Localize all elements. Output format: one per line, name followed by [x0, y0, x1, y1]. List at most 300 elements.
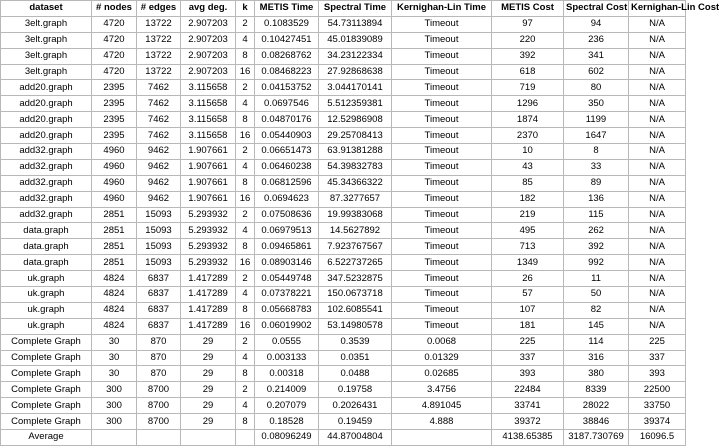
table-cell[interactable]: 8: [236, 175, 255, 191]
table-cell[interactable]: 0.08468223: [255, 64, 319, 80]
table-cell[interactable]: 22484: [492, 382, 564, 398]
dataset-cell[interactable]: 3elt.graph: [1, 64, 92, 80]
table-cell[interactable]: 4: [236, 96, 255, 112]
table-cell[interactable]: 2395: [92, 128, 137, 144]
table-cell[interactable]: 0.06019902: [255, 318, 319, 334]
average-cell[interactable]: 0.08096249: [255, 430, 319, 446]
table-cell[interactable]: 8: [236, 366, 255, 382]
table-cell[interactable]: 992: [564, 255, 629, 271]
table-cell[interactable]: 392: [564, 239, 629, 255]
dataset-cell[interactable]: 3elt.graph: [1, 48, 92, 64]
table-cell[interactable]: 8: [564, 144, 629, 160]
table-cell[interactable]: 300: [92, 414, 137, 430]
table-cell[interactable]: 4960: [92, 144, 137, 160]
average-cell[interactable]: [236, 430, 255, 446]
column-header[interactable]: k: [236, 1, 255, 17]
table-cell[interactable]: 1874: [492, 112, 564, 128]
table-cell[interactable]: 14.5627892: [319, 223, 392, 239]
table-cell[interactable]: 5.512359381: [319, 96, 392, 112]
dataset-cell[interactable]: data.graph: [1, 255, 92, 271]
table-cell[interactable]: 9462: [137, 175, 181, 191]
table-cell[interactable]: 0.07378221: [255, 287, 319, 303]
table-cell[interactable]: 1.907661: [181, 191, 236, 207]
dataset-cell[interactable]: data.graph: [1, 239, 92, 255]
table-cell[interactable]: 0.10427451: [255, 32, 319, 48]
average-label[interactable]: Average: [1, 430, 92, 446]
dataset-cell[interactable]: data.graph: [1, 223, 92, 239]
table-cell[interactable]: Timeout: [392, 48, 492, 64]
table-cell[interactable]: 29.25708413: [319, 128, 392, 144]
column-header[interactable]: avg deg.: [181, 1, 236, 17]
table-cell[interactable]: Timeout: [392, 16, 492, 32]
table-cell[interactable]: 97: [492, 16, 564, 32]
table-cell[interactable]: 3.4756: [392, 382, 492, 398]
table-cell[interactable]: 4: [236, 159, 255, 175]
table-cell[interactable]: N/A: [629, 191, 686, 207]
table-cell[interactable]: 2: [236, 271, 255, 287]
table-cell[interactable]: 22500: [629, 382, 686, 398]
table-cell[interactable]: 45.01839089: [319, 32, 392, 48]
table-cell[interactable]: 4960: [92, 191, 137, 207]
dataset-cell[interactable]: Complete Graph: [1, 366, 92, 382]
table-cell[interactable]: 337: [629, 350, 686, 366]
column-header[interactable]: METIS Time: [255, 1, 319, 17]
table-cell[interactable]: 0.214009: [255, 382, 319, 398]
column-header[interactable]: # nodes: [92, 1, 137, 17]
table-cell[interactable]: 3.044170141: [319, 80, 392, 96]
table-cell[interactable]: 0.02685: [392, 366, 492, 382]
table-cell[interactable]: 85: [492, 175, 564, 191]
table-cell[interactable]: 0.00318: [255, 366, 319, 382]
table-cell[interactable]: 53.14980578: [319, 318, 392, 334]
table-cell[interactable]: N/A: [629, 223, 686, 239]
table-cell[interactable]: N/A: [629, 207, 686, 223]
table-cell[interactable]: 4720: [92, 16, 137, 32]
table-cell[interactable]: 0.06651473: [255, 144, 319, 160]
table-cell[interactable]: 0.06979513: [255, 223, 319, 239]
column-header[interactable]: Kernighan-Lin Time: [392, 1, 492, 17]
dataset-cell[interactable]: add20.graph: [1, 80, 92, 96]
table-cell[interactable]: 8: [236, 48, 255, 64]
table-cell[interactable]: 5.293932: [181, 223, 236, 239]
table-cell[interactable]: 54.73113894: [319, 16, 392, 32]
table-cell[interactable]: 2: [236, 144, 255, 160]
table-cell[interactable]: 29: [181, 414, 236, 430]
table-cell[interactable]: 30: [92, 334, 137, 350]
table-cell[interactable]: 0.05449748: [255, 271, 319, 287]
table-cell[interactable]: Timeout: [392, 144, 492, 160]
table-cell[interactable]: 7.923767567: [319, 239, 392, 255]
table-cell[interactable]: 0.09465861: [255, 239, 319, 255]
table-cell[interactable]: 219: [492, 207, 564, 223]
table-cell[interactable]: 8700: [137, 414, 181, 430]
table-cell[interactable]: 63.91381288: [319, 144, 392, 160]
table-cell[interactable]: N/A: [629, 271, 686, 287]
table-cell[interactable]: 8: [236, 414, 255, 430]
table-cell[interactable]: 39374: [629, 414, 686, 430]
table-cell[interactable]: 29: [181, 334, 236, 350]
dataset-cell[interactable]: add20.graph: [1, 112, 92, 128]
table-cell[interactable]: 341: [564, 48, 629, 64]
table-cell[interactable]: 2395: [92, 80, 137, 96]
table-cell[interactable]: 1199: [564, 112, 629, 128]
table-cell[interactable]: 4: [236, 223, 255, 239]
table-cell[interactable]: Timeout: [392, 271, 492, 287]
table-cell[interactable]: 4824: [92, 302, 137, 318]
table-cell[interactable]: 30: [92, 366, 137, 382]
table-cell[interactable]: 393: [492, 366, 564, 382]
table-cell[interactable]: 0.207079: [255, 398, 319, 414]
dataset-cell[interactable]: add32.graph: [1, 144, 92, 160]
table-cell[interactable]: 1.907661: [181, 175, 236, 191]
table-cell[interactable]: 4: [236, 398, 255, 414]
table-cell[interactable]: 6837: [137, 271, 181, 287]
table-cell[interactable]: 33741: [492, 398, 564, 414]
table-cell[interactable]: 2395: [92, 96, 137, 112]
table-cell[interactable]: 2.907203: [181, 16, 236, 32]
table-cell[interactable]: N/A: [629, 64, 686, 80]
table-cell[interactable]: 300: [92, 382, 137, 398]
table-cell[interactable]: 1349: [492, 255, 564, 271]
table-cell[interactable]: 7462: [137, 112, 181, 128]
table-cell[interactable]: N/A: [629, 128, 686, 144]
table-cell[interactable]: 2851: [92, 223, 137, 239]
table-cell[interactable]: Timeout: [392, 191, 492, 207]
table-cell[interactable]: 54.39832783: [319, 159, 392, 175]
average-cell[interactable]: [137, 430, 181, 446]
table-cell[interactable]: N/A: [629, 16, 686, 32]
table-cell[interactable]: 16: [236, 191, 255, 207]
table-cell[interactable]: 870: [137, 334, 181, 350]
table-cell[interactable]: 8: [236, 112, 255, 128]
table-cell[interactable]: 1.417289: [181, 318, 236, 334]
table-cell[interactable]: 713: [492, 239, 564, 255]
average-cell[interactable]: 4138.65385: [492, 430, 564, 446]
table-cell[interactable]: 1296: [492, 96, 564, 112]
table-cell[interactable]: 182: [492, 191, 564, 207]
table-cell[interactable]: 181: [492, 318, 564, 334]
table-cell[interactable]: 7462: [137, 128, 181, 144]
table-cell[interactable]: N/A: [629, 144, 686, 160]
table-cell[interactable]: 82: [564, 302, 629, 318]
table-cell[interactable]: 11: [564, 271, 629, 287]
table-cell[interactable]: 0.05440903: [255, 128, 319, 144]
average-cell[interactable]: [92, 430, 137, 446]
table-cell[interactable]: 13722: [137, 64, 181, 80]
table-cell[interactable]: 4720: [92, 32, 137, 48]
average-cell[interactable]: [181, 430, 236, 446]
table-cell[interactable]: 43: [492, 159, 564, 175]
table-cell[interactable]: Timeout: [392, 32, 492, 48]
table-cell[interactable]: 45.34366322: [319, 175, 392, 191]
table-cell[interactable]: 0.06812596: [255, 175, 319, 191]
table-cell[interactable]: 618: [492, 64, 564, 80]
table-cell[interactable]: 2851: [92, 207, 137, 223]
dataset-cell[interactable]: uk.graph: [1, 271, 92, 287]
average-cell[interactable]: [392, 430, 492, 446]
dataset-cell[interactable]: 3elt.graph: [1, 32, 92, 48]
column-header[interactable]: dataset: [1, 1, 92, 17]
dataset-cell[interactable]: add32.graph: [1, 159, 92, 175]
table-cell[interactable]: 2.907203: [181, 48, 236, 64]
dataset-cell[interactable]: add32.graph: [1, 191, 92, 207]
table-cell[interactable]: N/A: [629, 159, 686, 175]
table-cell[interactable]: 870: [137, 350, 181, 366]
table-cell[interactable]: N/A: [629, 80, 686, 96]
table-cell[interactable]: 2370: [492, 128, 564, 144]
table-cell[interactable]: 2: [236, 382, 255, 398]
table-cell[interactable]: 262: [564, 223, 629, 239]
table-cell[interactable]: 236: [564, 32, 629, 48]
table-cell[interactable]: 0.18528: [255, 414, 319, 430]
table-cell[interactable]: 4720: [92, 48, 137, 64]
table-cell[interactable]: Timeout: [392, 255, 492, 271]
table-cell[interactable]: 7462: [137, 80, 181, 96]
table-cell[interactable]: 145: [564, 318, 629, 334]
table-cell[interactable]: 495: [492, 223, 564, 239]
table-cell[interactable]: 10: [492, 144, 564, 160]
table-cell[interactable]: Timeout: [392, 302, 492, 318]
table-cell[interactable]: N/A: [629, 287, 686, 303]
table-cell[interactable]: 0.0068: [392, 334, 492, 350]
table-cell[interactable]: 0.2026431: [319, 398, 392, 414]
dataset-cell[interactable]: add20.graph: [1, 96, 92, 112]
table-cell[interactable]: 29: [181, 350, 236, 366]
table-cell[interactable]: 26: [492, 271, 564, 287]
table-cell[interactable]: N/A: [629, 96, 686, 112]
table-cell[interactable]: 225: [492, 334, 564, 350]
table-cell[interactable]: 337: [492, 350, 564, 366]
table-cell[interactable]: 7462: [137, 96, 181, 112]
table-cell[interactable]: 38846: [564, 414, 629, 430]
table-cell[interactable]: 13722: [137, 48, 181, 64]
table-cell[interactable]: 6837: [137, 318, 181, 334]
average-cell[interactable]: 3187.730769: [564, 430, 629, 446]
table-cell[interactable]: 0.0697546: [255, 96, 319, 112]
table-cell[interactable]: 350: [564, 96, 629, 112]
table-cell[interactable]: 0.0488: [319, 366, 392, 382]
table-cell[interactable]: 2: [236, 207, 255, 223]
table-cell[interactable]: 89: [564, 175, 629, 191]
table-cell[interactable]: 4: [236, 350, 255, 366]
dataset-cell[interactable]: Complete Graph: [1, 350, 92, 366]
column-header[interactable]: METIS Cost: [492, 1, 564, 17]
table-cell[interactable]: 1647: [564, 128, 629, 144]
table-cell[interactable]: 4824: [92, 271, 137, 287]
table-cell[interactable]: 2: [236, 80, 255, 96]
table-cell[interactable]: 4960: [92, 159, 137, 175]
table-cell[interactable]: 719: [492, 80, 564, 96]
dataset-cell[interactable]: add32.graph: [1, 175, 92, 191]
table-cell[interactable]: 3.115658: [181, 128, 236, 144]
table-cell[interactable]: 225: [629, 334, 686, 350]
table-cell[interactable]: 15093: [137, 255, 181, 271]
table-cell[interactable]: 33750: [629, 398, 686, 414]
table-cell[interactable]: 0.01329: [392, 350, 492, 366]
table-cell[interactable]: 136: [564, 191, 629, 207]
table-cell[interactable]: 16: [236, 255, 255, 271]
table-cell[interactable]: 4.891045: [392, 398, 492, 414]
table-cell[interactable]: 1.417289: [181, 302, 236, 318]
column-header[interactable]: # edges: [137, 1, 181, 17]
table-cell[interactable]: 0.19758: [319, 382, 392, 398]
table-cell[interactable]: 4720: [92, 64, 137, 80]
table-cell[interactable]: 16: [236, 128, 255, 144]
table-cell[interactable]: 30: [92, 350, 137, 366]
table-cell[interactable]: 602: [564, 64, 629, 80]
table-cell[interactable]: 4: [236, 287, 255, 303]
table-cell[interactable]: 4: [236, 32, 255, 48]
table-cell[interactable]: N/A: [629, 302, 686, 318]
table-cell[interactable]: 0.3539: [319, 334, 392, 350]
table-cell[interactable]: Timeout: [392, 175, 492, 191]
table-cell[interactable]: 8700: [137, 382, 181, 398]
average-cell[interactable]: 44.87004804: [319, 430, 392, 446]
column-header[interactable]: Spectral Cost: [564, 1, 629, 17]
table-cell[interactable]: 0.0351: [319, 350, 392, 366]
table-cell[interactable]: 0.06460238: [255, 159, 319, 175]
table-cell[interactable]: 57: [492, 287, 564, 303]
table-cell[interactable]: 4960: [92, 175, 137, 191]
table-cell[interactable]: 0.07508636: [255, 207, 319, 223]
table-cell[interactable]: 29: [181, 366, 236, 382]
table-cell[interactable]: 12.52986908: [319, 112, 392, 128]
table-cell[interactable]: 6837: [137, 287, 181, 303]
table-cell[interactable]: 0.003133: [255, 350, 319, 366]
table-cell[interactable]: 316: [564, 350, 629, 366]
table-cell[interactable]: N/A: [629, 239, 686, 255]
table-cell[interactable]: 870: [137, 366, 181, 382]
table-cell[interactable]: 0.08268762: [255, 48, 319, 64]
table-cell[interactable]: 2.907203: [181, 64, 236, 80]
table-cell[interactable]: 4824: [92, 318, 137, 334]
table-cell[interactable]: 0.04870176: [255, 112, 319, 128]
table-cell[interactable]: 8339: [564, 382, 629, 398]
table-cell[interactable]: Timeout: [392, 287, 492, 303]
table-cell[interactable]: Timeout: [392, 80, 492, 96]
table-cell[interactable]: N/A: [629, 48, 686, 64]
table-cell[interactable]: 2: [236, 334, 255, 350]
table-cell[interactable]: 8: [236, 239, 255, 255]
dataset-cell[interactable]: uk.graph: [1, 302, 92, 318]
table-cell[interactable]: Timeout: [392, 239, 492, 255]
table-cell[interactable]: 94: [564, 16, 629, 32]
table-cell[interactable]: 16: [236, 64, 255, 80]
table-cell[interactable]: N/A: [629, 175, 686, 191]
dataset-cell[interactable]: Complete Graph: [1, 382, 92, 398]
dataset-cell[interactable]: add32.graph: [1, 207, 92, 223]
table-cell[interactable]: 80: [564, 80, 629, 96]
table-cell[interactable]: 2851: [92, 255, 137, 271]
table-cell[interactable]: 1.417289: [181, 271, 236, 287]
table-cell[interactable]: N/A: [629, 255, 686, 271]
dataset-cell[interactable]: add20.graph: [1, 128, 92, 144]
table-cell[interactable]: 34.23122334: [319, 48, 392, 64]
table-cell[interactable]: 29: [181, 398, 236, 414]
table-cell[interactable]: 29: [181, 382, 236, 398]
table-cell[interactable]: N/A: [629, 32, 686, 48]
table-cell[interactable]: Timeout: [392, 64, 492, 80]
table-cell[interactable]: Timeout: [392, 96, 492, 112]
table-cell[interactable]: Timeout: [392, 112, 492, 128]
table-cell[interactable]: 150.0673718: [319, 287, 392, 303]
table-cell[interactable]: 5.293932: [181, 207, 236, 223]
table-cell[interactable]: 3.115658: [181, 112, 236, 128]
table-cell[interactable]: 50: [564, 287, 629, 303]
table-cell[interactable]: 8700: [137, 398, 181, 414]
table-cell[interactable]: 2395: [92, 112, 137, 128]
table-cell[interactable]: 6.522737265: [319, 255, 392, 271]
table-cell[interactable]: 13722: [137, 32, 181, 48]
table-cell[interactable]: 0.19459: [319, 414, 392, 430]
dataset-cell[interactable]: Complete Graph: [1, 414, 92, 430]
table-cell[interactable]: 114: [564, 334, 629, 350]
table-cell[interactable]: 392: [492, 48, 564, 64]
dataset-cell[interactable]: Complete Graph: [1, 334, 92, 350]
table-cell[interactable]: 0.0694623: [255, 191, 319, 207]
table-cell[interactable]: 5.293932: [181, 255, 236, 271]
table-cell[interactable]: 13722: [137, 16, 181, 32]
table-cell[interactable]: 1.907661: [181, 159, 236, 175]
table-cell[interactable]: 5.293932: [181, 239, 236, 255]
table-cell[interactable]: Timeout: [392, 223, 492, 239]
table-cell[interactable]: 39372: [492, 414, 564, 430]
table-cell[interactable]: 0.04153752: [255, 80, 319, 96]
table-cell[interactable]: 220: [492, 32, 564, 48]
table-cell[interactable]: Timeout: [392, 207, 492, 223]
table-cell[interactable]: 4824: [92, 287, 137, 303]
dataset-cell[interactable]: 3elt.graph: [1, 16, 92, 32]
table-cell[interactable]: Timeout: [392, 318, 492, 334]
table-cell[interactable]: 15093: [137, 223, 181, 239]
table-cell[interactable]: 0.0555: [255, 334, 319, 350]
average-cell[interactable]: 16096.5: [629, 430, 686, 446]
table-cell[interactable]: 347.5232875: [319, 271, 392, 287]
table-cell[interactable]: 19.99383068: [319, 207, 392, 223]
table-cell[interactable]: 9462: [137, 191, 181, 207]
table-cell[interactable]: 27.92868638: [319, 64, 392, 80]
table-cell[interactable]: N/A: [629, 318, 686, 334]
table-cell[interactable]: 0.05668783: [255, 302, 319, 318]
table-cell[interactable]: 2.907203: [181, 32, 236, 48]
table-cell[interactable]: 0.1083529: [255, 16, 319, 32]
dataset-cell[interactable]: uk.graph: [1, 318, 92, 334]
table-cell[interactable]: 3.115658: [181, 80, 236, 96]
table-cell[interactable]: 3.115658: [181, 96, 236, 112]
table-cell[interactable]: 1.417289: [181, 287, 236, 303]
table-cell[interactable]: 107: [492, 302, 564, 318]
table-cell[interactable]: 9462: [137, 159, 181, 175]
table-cell[interactable]: 8: [236, 302, 255, 318]
table-cell[interactable]: 16: [236, 318, 255, 334]
table-cell[interactable]: 0.08903146: [255, 255, 319, 271]
table-cell[interactable]: Timeout: [392, 159, 492, 175]
table-cell[interactable]: 6837: [137, 302, 181, 318]
dataset-cell[interactable]: uk.graph: [1, 287, 92, 303]
column-header[interactable]: Spectral Time: [319, 1, 392, 17]
table-cell[interactable]: 115: [564, 207, 629, 223]
table-cell[interactable]: N/A: [629, 112, 686, 128]
table-cell[interactable]: 393: [629, 366, 686, 382]
table-cell[interactable]: 380: [564, 366, 629, 382]
table-cell[interactable]: 15093: [137, 239, 181, 255]
table-cell[interactable]: 15093: [137, 207, 181, 223]
column-header[interactable]: Kernighan-Lin Cost: [629, 1, 686, 17]
table-cell[interactable]: 300: [92, 398, 137, 414]
table-cell[interactable]: 9462: [137, 144, 181, 160]
table-cell[interactable]: 87.3277657: [319, 191, 392, 207]
table-cell[interactable]: 33: [564, 159, 629, 175]
